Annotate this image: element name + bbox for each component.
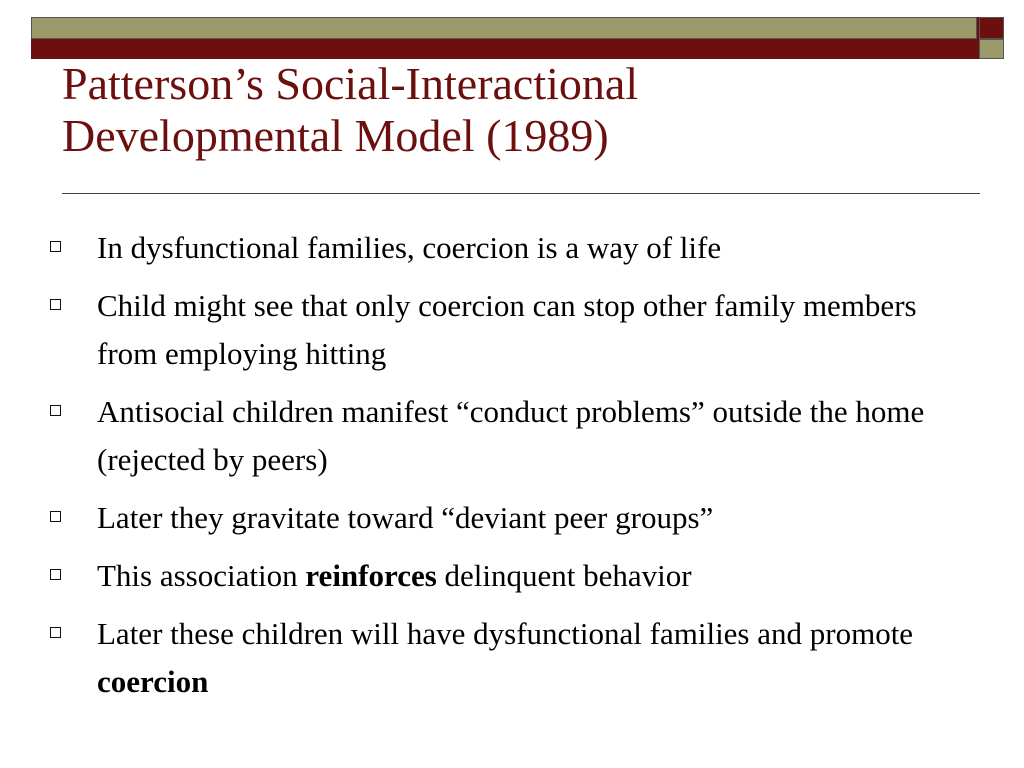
bullet-text-emphasis: reinforces: [305, 558, 437, 593]
bullet-text: [97, 558, 692, 593]
square-bullet-icon: [50, 569, 61, 580]
bullet-text-emphasis: coercion: [97, 664, 209, 699]
bullet-text-before: This association: [97, 558, 306, 593]
bullet-text: [97, 616, 913, 699]
header-square-dark: [979, 17, 1004, 39]
slide-title: [62, 58, 962, 162]
bullet-item: [50, 494, 980, 542]
header-square-olive: [979, 39, 1004, 59]
square-bullet-icon: [50, 241, 61, 252]
bullet-list: [50, 224, 980, 716]
bullet-item: [50, 224, 980, 272]
slide-title-line-1: Patterson’s Social-Interactional: [62, 58, 639, 109]
bullet-text: Later they gravitate toward “deviant peer groups”: [97, 500, 714, 535]
square-bullet-icon: [50, 511, 61, 522]
bullet-item: [50, 610, 980, 706]
bullet-text-before: Later these children will have dysfunctional families and promote: [97, 616, 914, 651]
bullet-item: [50, 388, 980, 484]
header-bar-olive: [31, 17, 977, 39]
square-bullet-icon: [50, 627, 61, 638]
title-divider: [62, 193, 980, 194]
bullet-text: Child might see that only coercion can stop other family members from employing hitting: [97, 288, 917, 371]
bullet-item: [50, 552, 980, 600]
bullet-item: [50, 282, 980, 378]
bullet-text: In dysfunctional families, coercion is a way of life: [97, 230, 722, 265]
bullet-text-after: delinquent behavior: [436, 558, 692, 593]
square-bullet-icon: [50, 405, 61, 416]
slide-title-line-2: Developmental Model (1989): [62, 110, 609, 161]
bullet-text: Antisocial children manifest “conduct problems” outside the home (rejected by peers): [97, 394, 925, 477]
square-bullet-icon: [50, 299, 61, 310]
